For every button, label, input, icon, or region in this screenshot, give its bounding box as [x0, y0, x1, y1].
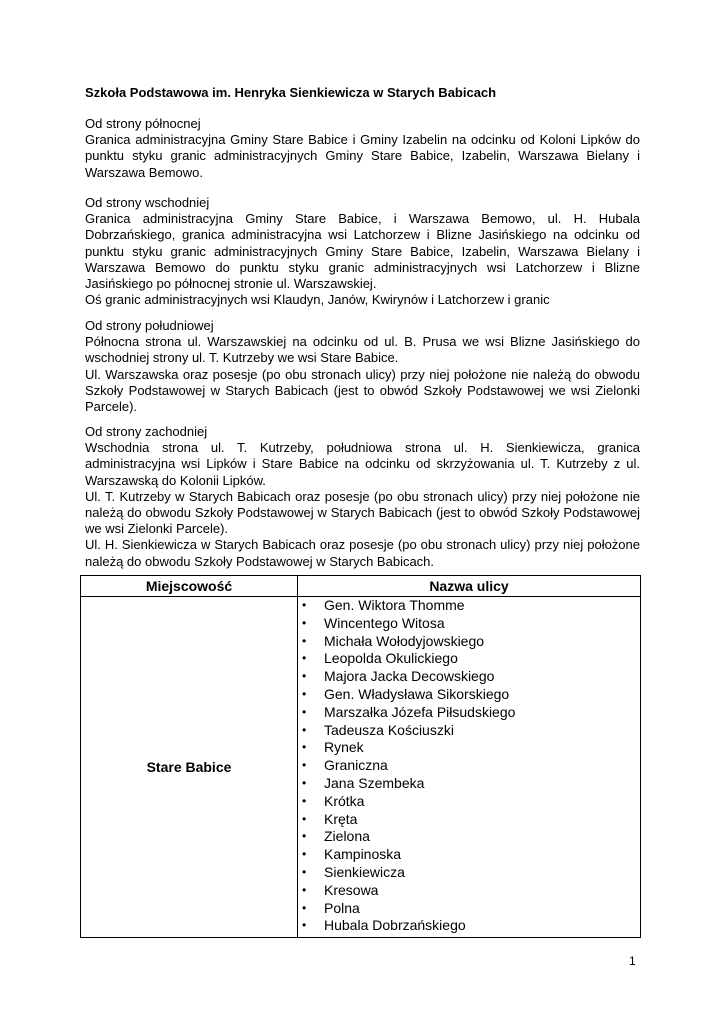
list-item	[298, 793, 640, 811]
list-item	[298, 704, 640, 722]
list-item	[298, 650, 640, 668]
section-paragraph: Granica administracyjna Gminy Stare Babice, i Warszawa Bemowo, ul. H. Hubala Dobrzańskiego, granica administracyjna wsi Latchorzew i Blizne Jasińskiego na odcinku od punktu styku granic administracyjnych Gminy Stare Babice, Izabelin, Warszawa Bielany i Warszawa Bemowo do punktu styku granic administracyjnych wsi Latchorzew i Blizne Jasińskiego po północnej stronie ul. Warszawskiej.	[85, 211, 640, 292]
bullet-icon: •	[302, 900, 307, 915]
bullet-icon: •	[302, 722, 307, 737]
street-name: Majora Jacka Decowskiego	[324, 668, 495, 685]
bullet-icon: •	[302, 669, 307, 684]
street-name: Hubala Dobrzańskiego	[324, 917, 466, 934]
streets-cell	[298, 597, 641, 938]
street-name: Gen. Władysława Sikorskiego	[324, 685, 510, 702]
table-row	[81, 597, 641, 938]
street-list	[298, 597, 640, 937]
bullet-icon: •	[302, 882, 307, 897]
town-cell: Stare Babice	[81, 597, 298, 938]
section-north	[85, 116, 640, 181]
header-town: Miejscowość	[81, 576, 298, 597]
list-item	[298, 828, 640, 846]
header-street-name: Nazwa ulicy	[298, 576, 641, 597]
bullet-icon: •	[302, 811, 307, 826]
section-paragraph: Północna strona ul. Warszawskiej na odcinku od ul. B. Prusa we wsi Blizne Jasińskiego do wschodniej strony ul. T. Kutrzeby we wsi Stare Babice.	[85, 334, 640, 366]
list-item	[298, 597, 640, 615]
street-name: Gen. Wiktora Thomme	[324, 597, 465, 613]
list-item	[298, 686, 640, 704]
section-paragraph: Ul. H. Sienkiewicza w Starych Babicach oraz posesje (po obu stronach ulicy) przy niej położone należą do obwodu Szkoły Podstawowej w Starych Babicach.	[85, 537, 640, 569]
section-heading: Od strony wschodniej	[85, 195, 210, 210]
section-paragraph: Wschodnia strona ul. T. Kutrzeby, południowa strona ul. H. Sienkiewicza, granica administracyjna wsi Lipków i Stare Babice na odcinku od skrzyżowania ul. T. Kutrzeby z ul. Warszawską do Kolonii Lipków.	[85, 440, 640, 488]
list-item	[298, 615, 640, 633]
section-south	[85, 318, 640, 415]
street-name: Marszałka Józefa Piłsudskiego	[324, 703, 516, 720]
street-name: Graniczna	[324, 757, 388, 774]
section-east	[85, 195, 640, 308]
bullet-icon: •	[302, 775, 307, 790]
bullet-icon: •	[302, 864, 307, 879]
bullet-icon: •	[302, 615, 307, 630]
street-name: Jana Szembeka	[324, 774, 425, 791]
section-heading: Od strony północnej	[85, 116, 201, 131]
street-name: Sienkiewicza	[324, 863, 405, 880]
list-item	[298, 668, 640, 686]
bullet-icon: •	[302, 651, 307, 666]
street-name: Kampinoska	[324, 846, 402, 863]
bullet-icon: •	[302, 829, 307, 844]
section-west	[85, 424, 640, 570]
street-name: Polna	[324, 899, 360, 916]
street-name: Krótka	[324, 792, 365, 809]
street-name: Michała Wołodyjowskiego	[324, 632, 485, 649]
list-item	[298, 917, 640, 935]
street-name: Wincentego Witosa	[324, 614, 445, 631]
list-item	[298, 882, 640, 900]
page-number: 1	[629, 954, 636, 968]
list-item	[298, 900, 640, 918]
bullet-icon: •	[302, 793, 307, 808]
street-name: Rynek	[324, 739, 364, 756]
bullet-icon: •	[302, 633, 307, 648]
bullet-icon: •	[302, 686, 307, 701]
list-item	[298, 811, 640, 829]
list-item	[298, 864, 640, 882]
street-name: Zielona	[324, 828, 370, 845]
bullet-icon: •	[302, 758, 307, 773]
list-item	[298, 722, 640, 740]
bullet-icon: •	[302, 847, 307, 862]
bullet-icon: •	[302, 598, 307, 612]
bullet-icon: •	[302, 704, 307, 719]
list-item	[298, 846, 640, 864]
street-name: Leopolda Okulickiego	[324, 650, 458, 667]
streets-table	[80, 575, 641, 938]
section-paragraph: Ul. T. Kutrzeby w Starych Babicach oraz posesje (po obu stronach ulicy) przy niej położone nie należą do obwodu Szkoły Podstawowej w Starych Babicach (jest to obwód Szkoły Podstawowej we wsi Zielonki Parcele).	[85, 488, 640, 537]
bullet-icon: •	[302, 740, 307, 755]
bullet-icon: •	[302, 918, 307, 933]
section-heading: Od strony zachodniej	[85, 424, 208, 439]
table-header-row	[81, 576, 641, 597]
document-title: Szkoła Podstawowa im. Henryka Sienkiewicza w Starych Babicach	[85, 85, 497, 100]
list-item	[298, 633, 640, 651]
street-name: Kresowa	[324, 881, 379, 898]
section-paragraph: Granica administracyjna Gminy Stare Babice i Gminy Izabelin na odcinku od Koloni Lipków do punktu styku granic administracyjnych Gminy Stare Babice, Izabelin, Warszawa Bielany i Warszawa Bemowo.	[85, 132, 640, 180]
section-paragraph: Oś granic administracyjnych wsi Klaudyn, Janów, Kwirynów i Latchorzew i granic	[85, 292, 550, 308]
list-item	[298, 739, 640, 757]
list-item	[298, 775, 640, 793]
list-item	[298, 757, 640, 775]
section-heading: Od strony południowej	[85, 318, 214, 333]
street-name: Tadeusza Kościuszki	[324, 721, 454, 738]
section-paragraph: Ul. Warszawska oraz posesje (po obu stronach ulicy) przy niej położone nie należą do obwodu Szkoły Podstawowej w Starych Babicach (jest to obwód Szkoły Podstawowej we wsi Zielonki Parcele).	[85, 366, 640, 415]
street-name: Kręta	[324, 810, 358, 827]
